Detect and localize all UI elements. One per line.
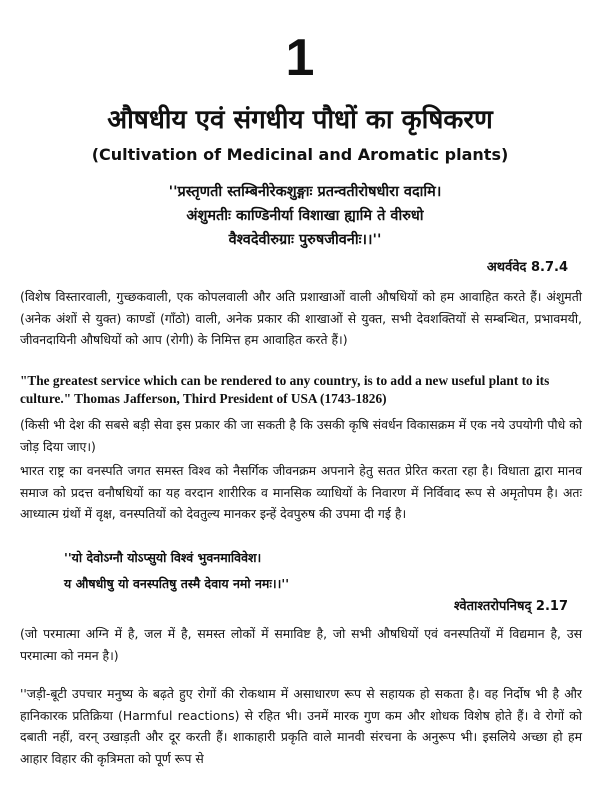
- chapter-title: औषधीय एवं संगधीय पौधों का कृषिकरण: [107, 105, 493, 135]
- chapter-number: 1: [285, 29, 315, 87]
- verse-line: अंशुमतीः काण्डिनीर्या विशाखा ह्यामि ते वीरुधो: [186, 208, 424, 224]
- chapter-subtitle: (Cultivation of Medicinal and Aromatic plants): [91, 145, 509, 164]
- body-paragraph: भारत राष्ट्र का वनस्पति जगत समस्त विश्व को नैसर्गिक जीवनक्रम अपनाने हेतु सतत प्रेरित करता रहा है। विधाता द्वारा मानव समाज को प्रदत्त वनौषधियों का यह वरदान शारीरिक व मानसिक व्याधियों के निवारण में निर्विवाद रूप से अमृतोपम है। अतः आध्यात्म ग्रंथों में वृक्ष, वनस्पतियों को देवतुल्य मानकर इन्हें देवपुरुष की उपमा दी गई है।: [20, 463, 582, 521]
- upanishad-translation-paragraph: (जो परमात्मा अग्नि में है, जल में है, समस्त लोकों में समाविष्ट है, जो सभी औषधियों एवं वनस्पतियों में विद्यमान है, उस परमात्मा को नमन है।): [20, 626, 582, 663]
- body-paragraph-herbal: ''जड़ी-बूटी उपचार मनुष्य के बढ़ते हुए रोगों की रोकथाम में असाधारण रूप से सहायक हो सकता है। वह निर्दोष भी है और हानिकारक प्रतिक्रिया (Harmful reactions) से रहित भी। उनमें मारक गुण कम और शोधक विशेष होते हैं। वे रोगों को दबाती नहीं, वरन् उखाड़ती और दूर करती हैं। शाकाहारी प्रकृति वाले मानवी संरचना के अनुरूप भी। इसलिये अच्छा हो हम आहार विहार की कृत्रिमता को पूर्ण रूप से: [20, 686, 582, 766]
- verse-line: ''प्रस्तृणती स्तम्बिनीरेकशुङ्गाः प्रतन्वतीरोषधीरा वदामि।: [168, 184, 442, 200]
- english-quote: "The greatest service which can be rendered to any country, is to add a new useful plant to its culture." Thomas Jafferson, Third President of USA (1743-1826): [20, 373, 550, 406]
- quote-translation-paragraph: (किसी भी देश की सबसे बड़ी सेवा इस प्रकार की जा सकती है कि उसकी कृषि संवर्धन विकासक्रम में एक नये उपयोगी पौधे को जोड़ दिया जाए।): [20, 417, 582, 454]
- verse-line: वैश्वदेवीरुग्राः पुरुषजीवनीः।।'': [228, 232, 382, 248]
- upanishad-verse-line-1: ''यो देवोऽग्नौ योऽप्सुयो विश्वं भुवनमाविवेश।: [64, 550, 262, 565]
- upanishad-verse-line-2: य औषधीषु यो वनस्पतिषु तस्मै देवाय नमो नमः।।'': [64, 576, 290, 591]
- verse-source: अथर्ववेद 8.7.4: [486, 260, 568, 275]
- upanishad-source: श्वेताश्तरोपनिषद् 2.17: [453, 599, 568, 614]
- atharvaveda-verse: [120, 180, 490, 252]
- verse-translation-paragraph: (विशेष विस्तारवाली, गुच्छकवाली, एक कोपलवाली और अति प्रशाखाओं वाली औषधियों को हम आवाहित करते हैं। अंशुमती (अनेक अंशों से युक्त) काण्डों (गाँठो) वाली, अनेक प्रकार की शाखाओं से युक्त, सभी देवशक्तियों से सम्बन्धित, प्रभावमयी, जीवनदायिनी औषधियों को आप (रोगी) के निमित्त हम आवाहित करते हैं।): [20, 289, 582, 347]
